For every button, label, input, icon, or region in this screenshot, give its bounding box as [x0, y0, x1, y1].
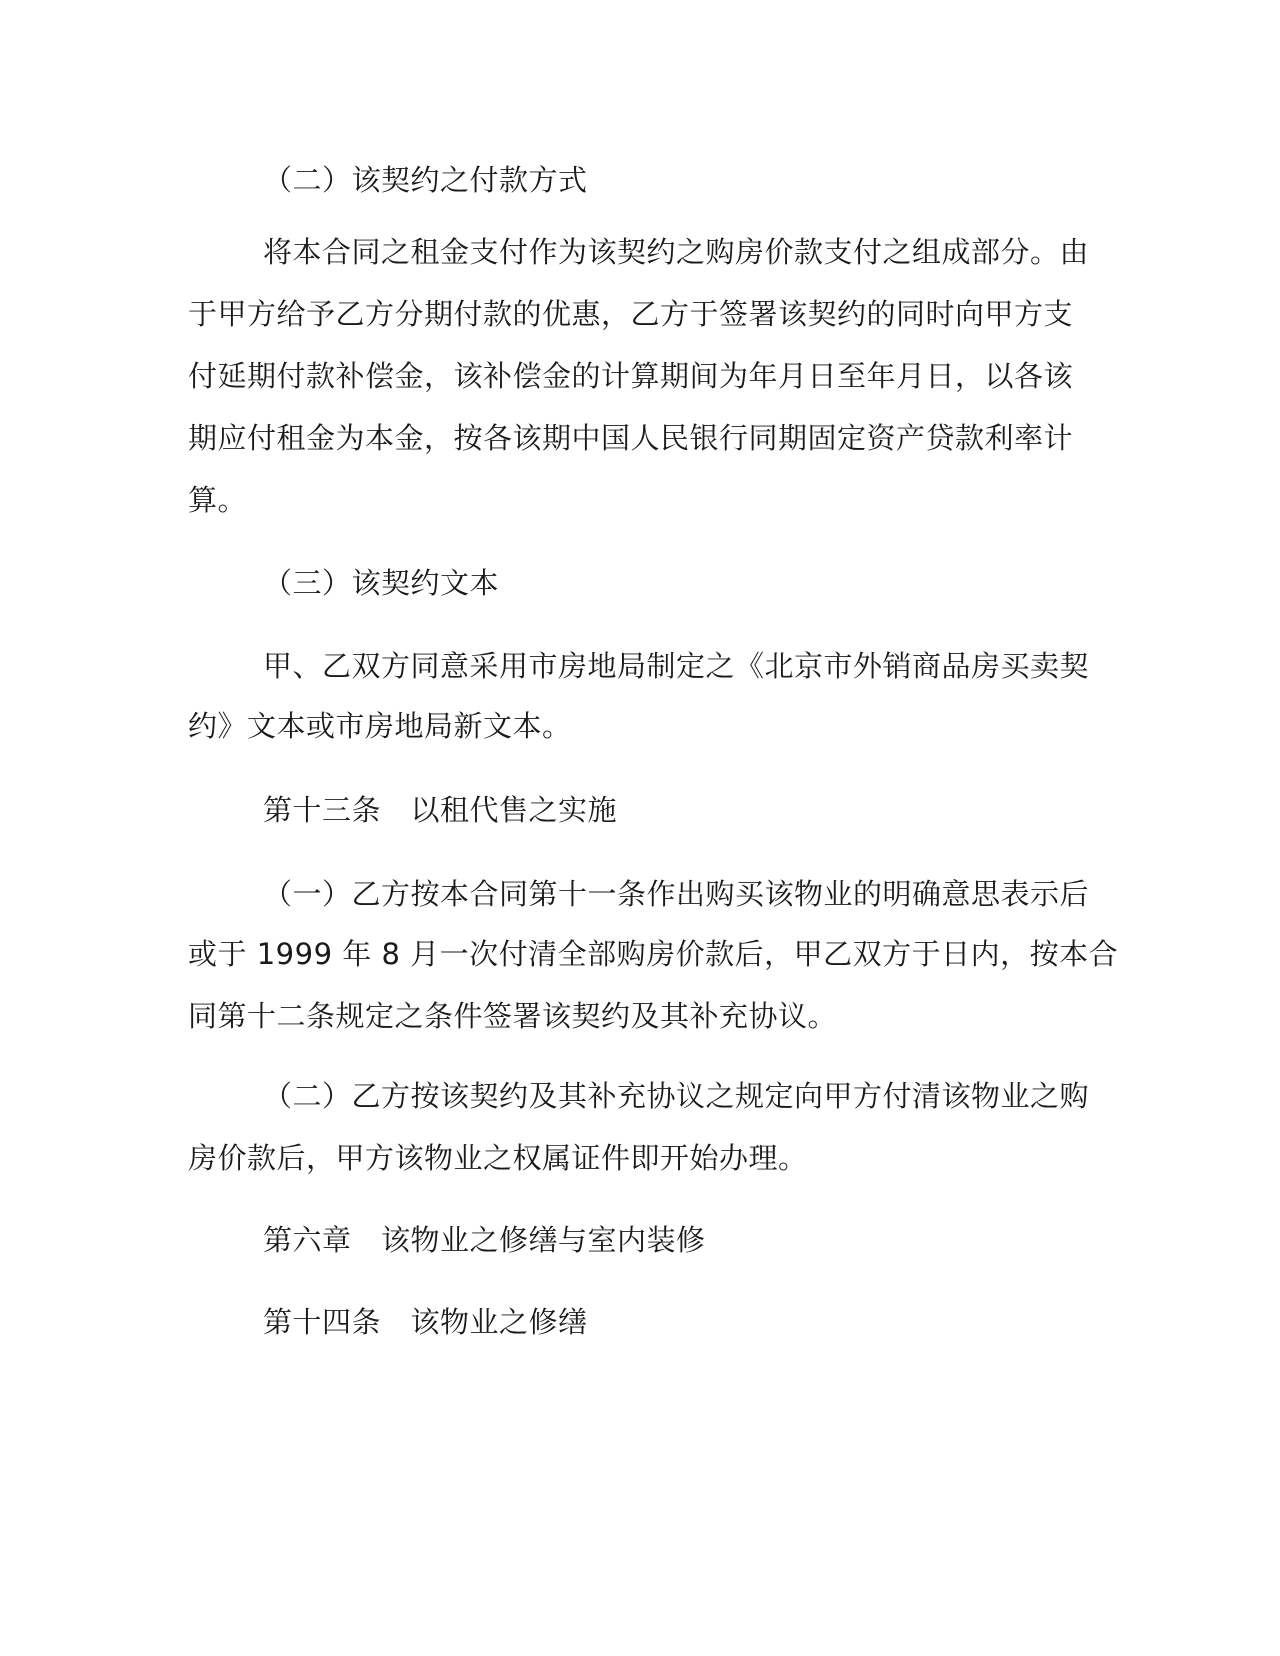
- paragraph-payment-line-5: 算。: [188, 483, 248, 517]
- paragraph-payment-line-1: 将本合同之租金支付作为该契约之购房价款支付之组成部分。由: [263, 235, 1090, 269]
- paragraph-payment-line-4: 期应付租金为本金，按各该期中国人民银行同期固定资产贷款利率计: [188, 421, 1074, 455]
- chapter-heading-6: 第六章 该物业之修缮与室内装修: [263, 1223, 706, 1257]
- paragraph-payment-line-3: 付延期付款补偿金，该补偿金的计算期间为年月日至年月日，以各该: [188, 359, 1074, 393]
- article-heading-14: 第十四条 该物业之修缮: [263, 1305, 588, 1339]
- subsection-heading-payment-method: （二）该契约之付款方式: [263, 163, 588, 197]
- paragraph-clause-1-line-2: 或于 1999 年 8 月一次付清全部购房价款后，甲乙双方于日内，按本合: [188, 937, 1119, 971]
- paragraph-payment-line-2: 于甲方给予乙方分期付款的优惠，乙方于签署该契约的同时向甲方支: [188, 297, 1074, 331]
- paragraph-contract-text-line-1: 甲、乙双方同意采用市房地局制定之《北京市外销商品房买卖契: [263, 649, 1090, 683]
- paragraph-clause-2-line-2: 房价款后，甲方该物业之权属证件即开始办理。: [188, 1141, 808, 1175]
- subsection-heading-contract-text: （三）该契约文本: [263, 566, 500, 600]
- paragraph-clause-1-line-3: 同第十二条规定之条件签署该契约及其补充协议。: [188, 999, 838, 1033]
- article-heading-13: 第十三条 以租代售之实施: [263, 793, 618, 827]
- paragraph-clause-2-line-1: （二）乙方按该契约及其补充协议之规定向甲方付清该物业之购: [263, 1079, 1090, 1113]
- paragraph-clause-1-line-1: （一）乙方按本合同第十一条作出购买该物业的明确意思表示后: [263, 877, 1090, 911]
- paragraph-contract-text-line-2: 约》文本或市房地局新文本。: [188, 709, 572, 743]
